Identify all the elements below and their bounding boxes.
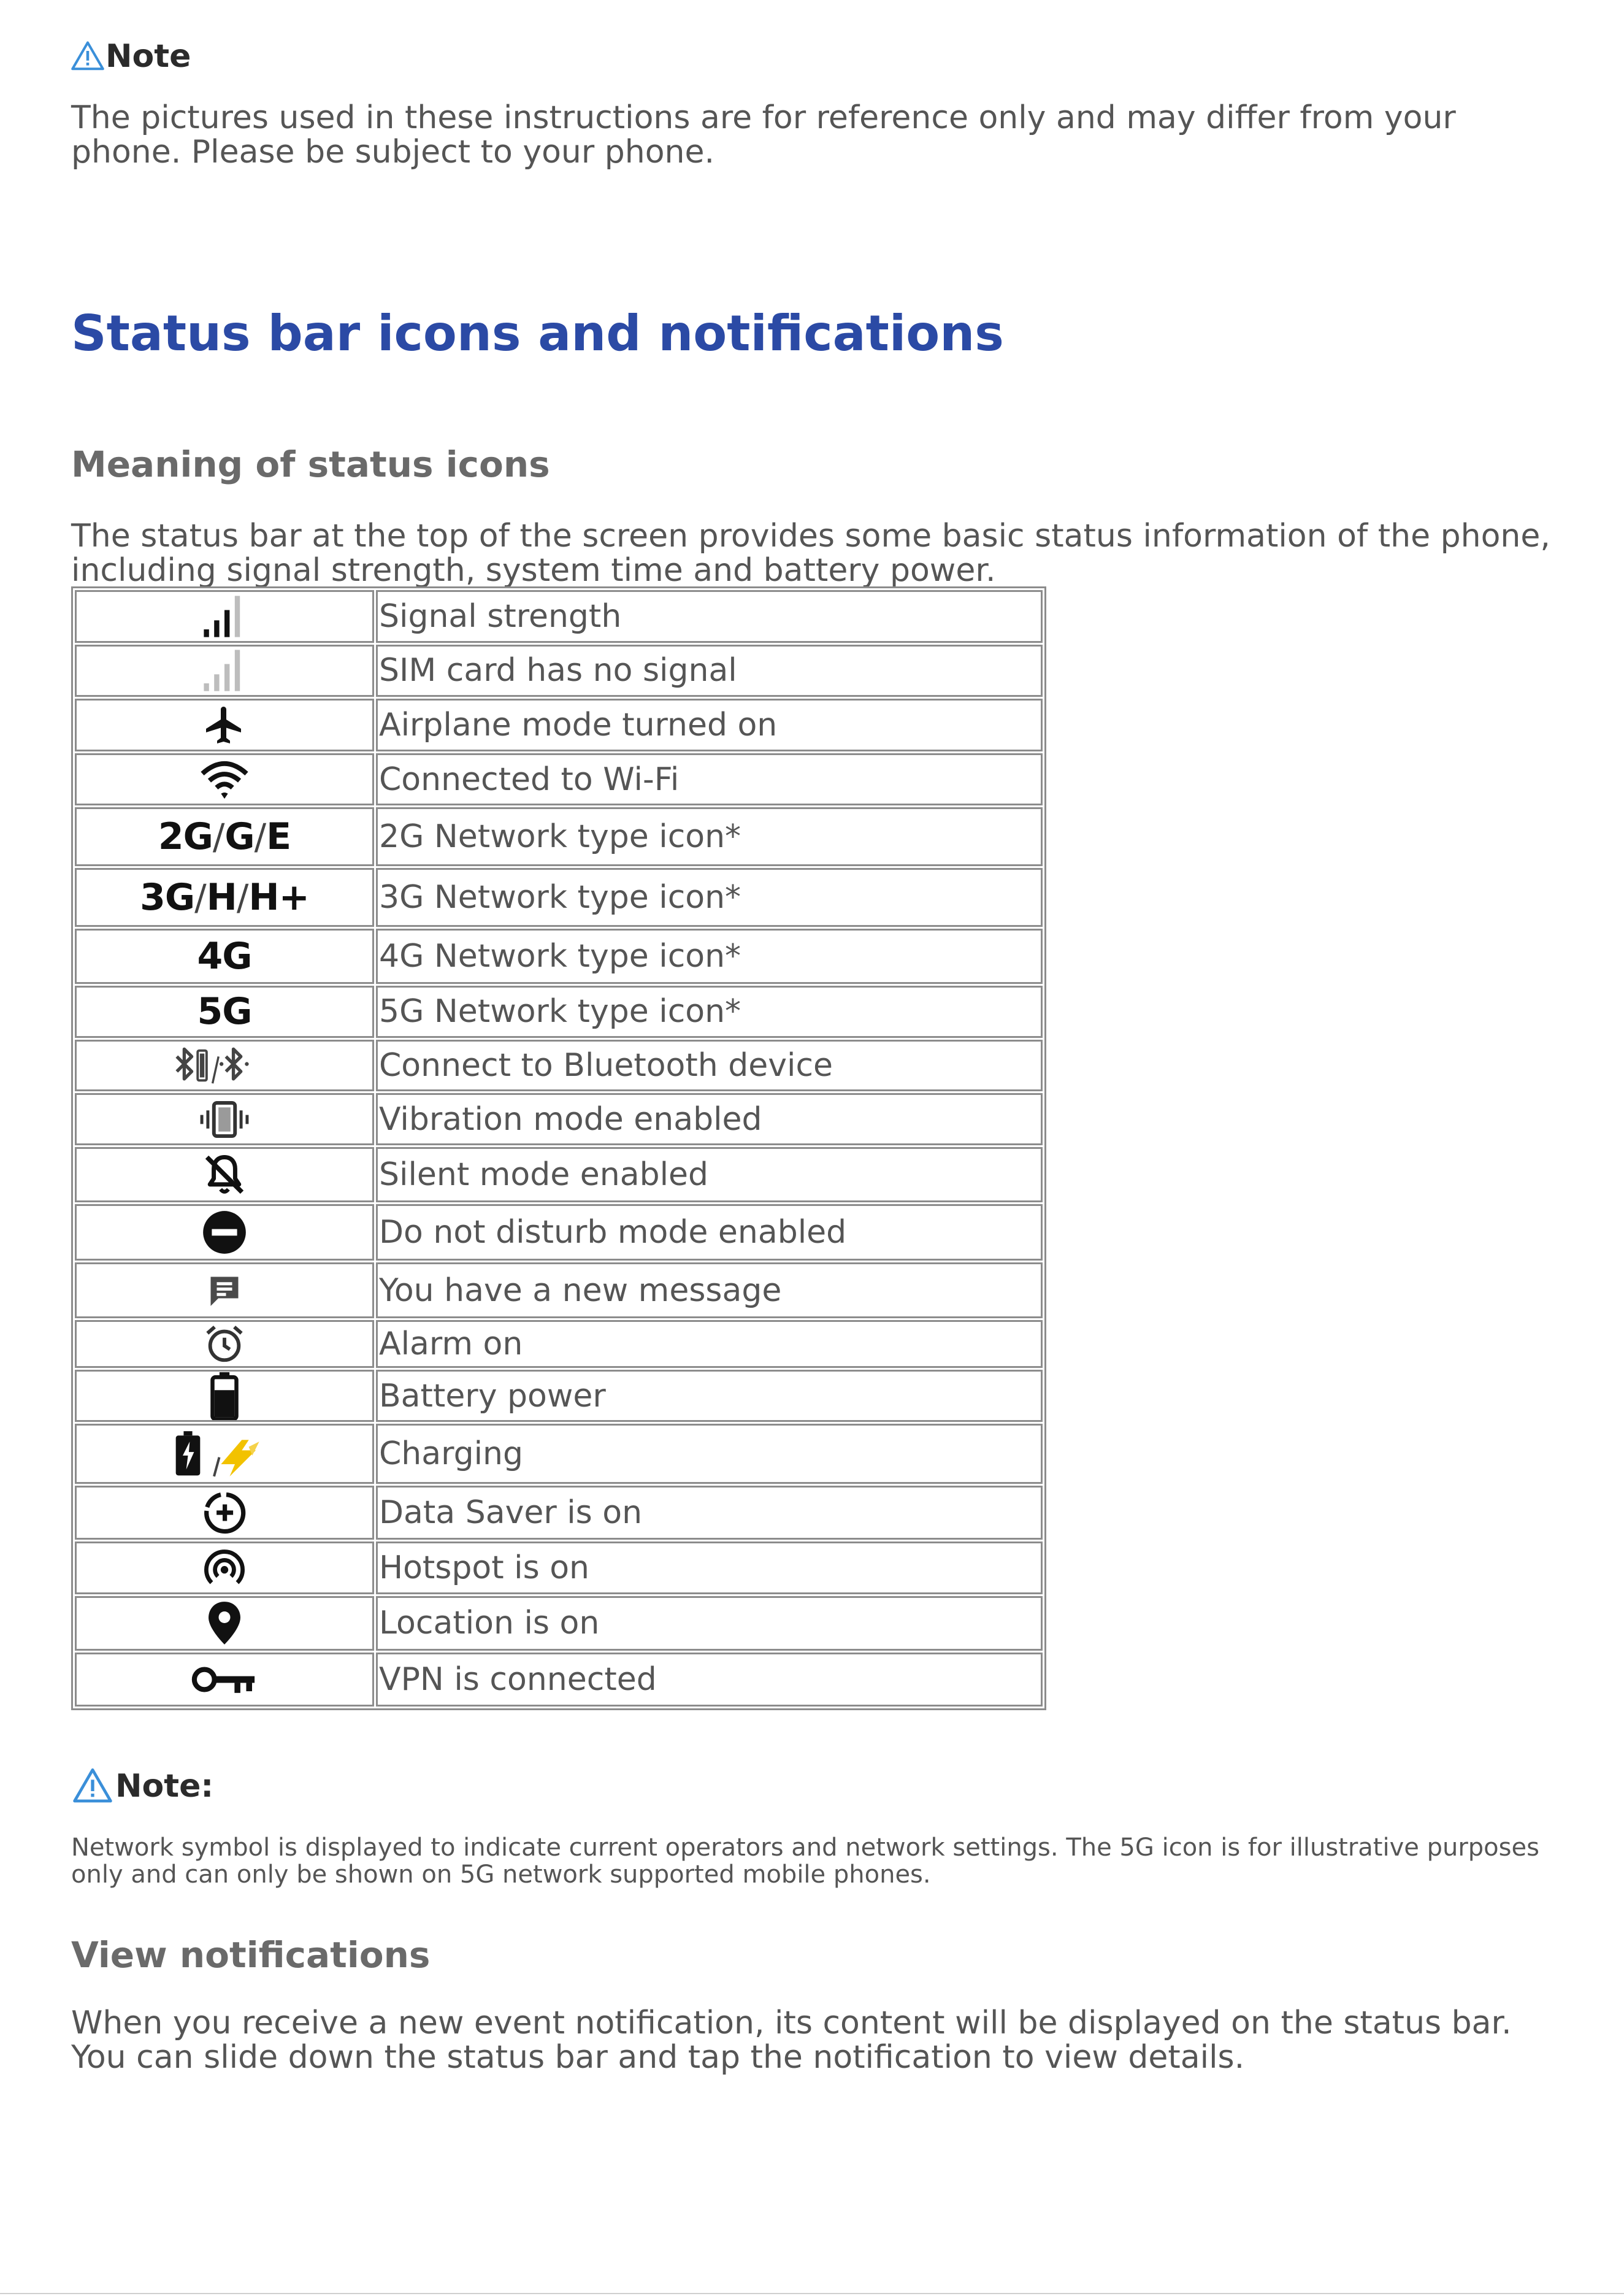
table-row	[75, 590, 1043, 643]
warning-icon	[71, 1767, 114, 1806]
alarm-icon	[203, 1323, 246, 1365]
table-row	[75, 1093, 1043, 1146]
table-cell-label: Vibration mode enabled	[376, 1093, 1043, 1146]
table-row	[75, 645, 1043, 697]
battery-icon	[210, 1372, 239, 1420]
table-cell-label: Silent mode enabled	[376, 1147, 1043, 1202]
do-not-disturb-icon	[201, 1209, 248, 1256]
note-heading-2	[71, 1767, 213, 1806]
vpn-key-icon	[191, 1661, 258, 1698]
icon-cell	[75, 1424, 374, 1484]
table-row	[75, 868, 1043, 927]
icon-cell	[75, 1653, 374, 1707]
icon-cell	[75, 1204, 374, 1261]
table-cell-label: Data Saver is on	[376, 1486, 1043, 1540]
icon-cell	[75, 590, 374, 643]
icon-cell	[75, 1596, 374, 1651]
table-cell-label: 3G Network type icon*	[376, 868, 1043, 927]
table-row	[75, 1424, 1043, 1484]
table-row	[75, 929, 1043, 984]
icon-cell	[75, 1320, 374, 1367]
table-cell-label: Alarm on	[376, 1320, 1043, 1367]
4g-network-icon: 4G	[75, 929, 374, 984]
table-cell-label: Do not disturb mode enabled	[376, 1204, 1043, 1261]
table-row	[75, 699, 1043, 751]
note-text: The pictures used in these instructions are for reference only and may differ from your phone. Please be subject to your phone.	[71, 99, 1456, 171]
location-icon	[205, 1600, 244, 1646]
table-row	[75, 807, 1043, 866]
note-label: Note	[105, 38, 191, 75]
note-2-text: Network symbol is displayed to indicate current operators and network settings. The 5G icon is for illustrative purposes only and can only be shown on 5G network supported mobile phones.	[71, 1833, 1539, 1889]
table-cell-label: 4G Network type icon*	[376, 929, 1043, 984]
icon-cell	[75, 1262, 374, 1319]
page-bottom-divider	[0, 2293, 1624, 2294]
table-row	[75, 1262, 1043, 1319]
table-row	[75, 1486, 1043, 1540]
icon-cell	[75, 1147, 374, 1202]
note-heading	[71, 37, 191, 76]
section-heading-status-icons: Meaning of status icons	[71, 443, 550, 485]
note-label: Note:	[115, 1768, 214, 1805]
table-cell-label: Connect to Bluetooth device	[376, 1040, 1043, 1091]
table-row	[75, 1204, 1043, 1261]
table-row	[75, 1040, 1043, 1091]
table-row	[75, 753, 1043, 806]
airplane-icon	[202, 703, 247, 747]
table-row	[75, 1320, 1043, 1367]
message-icon	[206, 1272, 243, 1309]
table-cell-label: 2G Network type icon*	[376, 807, 1043, 866]
icon-cell	[75, 1370, 374, 1423]
table-cell-label: 5G Network type icon*	[376, 986, 1043, 1039]
table-cell-label: Battery power	[376, 1370, 1043, 1423]
section-heading-view-notifications: View notifications	[71, 1934, 431, 1976]
table-cell-label: Hotspot is on	[376, 1542, 1043, 1594]
icon-cell	[75, 753, 374, 806]
notifications-text: When you receive a new event notification, its content will be displayed on the status bar. You can slide down the status bar and tap the notification to view details.	[71, 2005, 1512, 2076]
icon-cell	[75, 699, 374, 751]
icon-cell	[75, 1040, 374, 1091]
table-row	[75, 1596, 1043, 1651]
table-row	[75, 1147, 1043, 1202]
table-cell-label: VPN is connected	[376, 1653, 1043, 1707]
signal-strength-icon	[199, 593, 250, 640]
table-cell-label: Location is on	[376, 1596, 1043, 1651]
status-icons-intro: The status bar at the top of the screen provides some basic status information of the phone, including signal strength, system time and battery power.	[71, 518, 1550, 589]
silent-bell-icon	[201, 1151, 248, 1198]
table-cell-label: Charging	[376, 1424, 1043, 1484]
table-cell-label: Airplane mode turned on	[376, 699, 1043, 751]
icon-cell	[75, 1486, 374, 1540]
hotspot-icon	[202, 1545, 247, 1591]
icon-cell	[75, 645, 374, 697]
status-icons-table	[71, 586, 1046, 1710]
table-row	[75, 1653, 1043, 1707]
charging-icon	[172, 1429, 277, 1478]
table-row	[75, 1542, 1043, 1594]
table-cell-label: You have a new message	[376, 1262, 1043, 1319]
table-cell-label: SIM card has no signal	[376, 645, 1043, 697]
table-cell-label: Signal strength	[376, 590, 1043, 643]
no-signal-icon	[199, 647, 250, 694]
5g-network-icon: 5G	[75, 986, 374, 1039]
warning-icon	[71, 40, 104, 73]
2g-network-icon: 2G/G/E	[75, 807, 374, 866]
icon-cell	[75, 1093, 374, 1146]
table-cell-label: Connected to Wi-Fi	[376, 753, 1043, 806]
data-saver-icon	[202, 1491, 247, 1535]
wifi-icon	[200, 758, 249, 802]
bluetooth-icon	[172, 1044, 277, 1087]
icon-cell	[75, 1542, 374, 1594]
table-row	[75, 986, 1043, 1039]
vibration-icon	[194, 1100, 255, 1139]
3g-network-icon: 3G/H/H+	[75, 868, 374, 927]
page-title: Status bar icons and notifications	[71, 305, 1004, 362]
table-row	[75, 1370, 1043, 1423]
